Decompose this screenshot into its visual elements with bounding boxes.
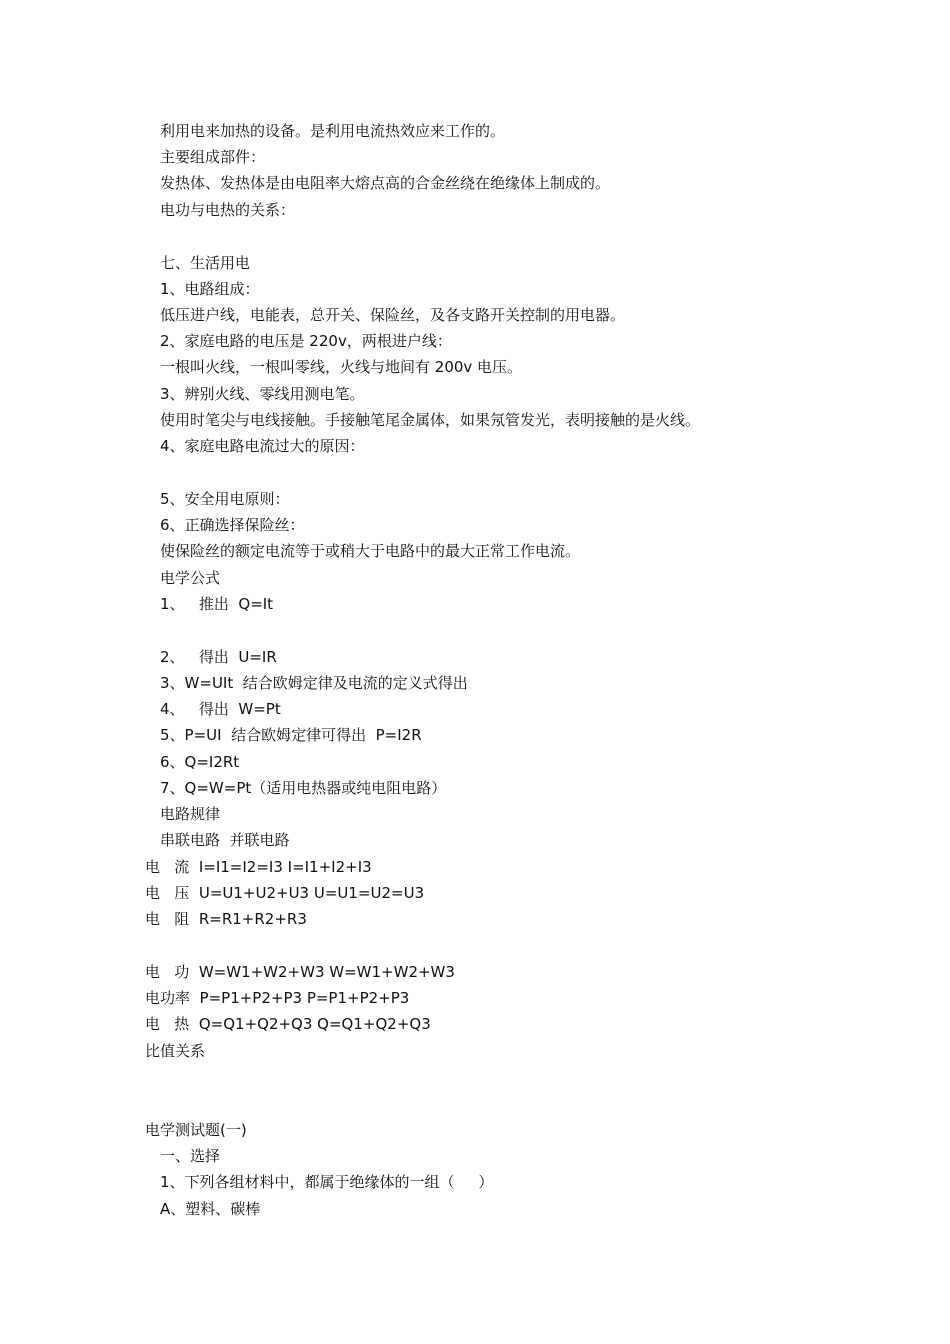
- text-line: 主要组成部件：: [160, 148, 266, 166]
- section-heading: 电学测试题(一): [145, 1121, 247, 1139]
- formula-line: 4、 得出 W=Pt: [160, 700, 281, 718]
- section-heading: 电路规律: [160, 805, 221, 823]
- rule-row: 电 流 I=I1=I2=I3 I=I1+I2+I3: [145, 858, 372, 876]
- text-line: 2、家庭电路的电压是 220v，两根进户线：: [160, 332, 452, 350]
- formula-line: 7、Q=W=Pt（适用电热器或纯电阻电路）: [160, 779, 447, 797]
- text-line: 5、安全用电原则：: [160, 490, 290, 508]
- rule-row: 电 压 U=U1+U2+U3 U=U1=U2=U3: [145, 884, 425, 902]
- rule-row: 电功率 P=P1+P2+P3 P=P1+P2+P3: [145, 989, 410, 1007]
- text-line: 1、电路组成：: [160, 280, 260, 298]
- text-line: 使用时笔尖与电线接触。手接触笔尾金属体，如果氖管发光，表明接触的是火线。: [160, 411, 701, 429]
- rule-row: 电 阻 R=R1+R2+R3: [145, 910, 307, 928]
- text-line: 3、辨别火线、零线用测电笔。: [160, 385, 365, 403]
- rule-row: 电 功 W=W1+W2+W3 W=W1+W2+W3: [145, 963, 455, 981]
- table-header: 串联电路 并联电路: [160, 831, 290, 849]
- formula-line: 1、 推出 Q=It: [160, 595, 274, 613]
- text-line: 一根叫火线，一根叫零线，火线与地间有 200v 电压。: [160, 358, 523, 376]
- text-line: 低压进户线，电能表，总开关、保险丝，及各支路开关控制的用电器。: [160, 306, 626, 324]
- question-line: 1、下列各组材料中，都属于绝缘体的一组（ ）: [160, 1173, 494, 1191]
- rule-row: 电 热 Q=Q1+Q2+Q3 Q=Q1+Q2+Q3: [145, 1015, 431, 1033]
- section-heading: 一、选择: [160, 1147, 221, 1165]
- section-heading: 电学公式: [160, 569, 221, 587]
- text-line: 6、正确选择保险丝：: [160, 516, 305, 534]
- formula-line: 5、P=UI 结合欧姆定律可得出 P=I2R: [160, 726, 422, 744]
- formula-line: 3、W=UIt 结合欧姆定律及电流的定义式得出: [160, 674, 468, 692]
- formula-line: 6、Q=I2Rt: [160, 753, 240, 771]
- section-heading: 七、生活用电: [160, 254, 251, 272]
- text-line: 电功与电热的关系：: [160, 201, 296, 219]
- formula-line: 2、 得出 U=IR: [160, 648, 277, 666]
- answer-option: A、塑料、碳棒: [160, 1200, 261, 1218]
- text-line: 发热体、发热体是由电阻率大熔点高的合金丝绕在绝缘体上制成的。: [160, 174, 611, 192]
- text-line: 比值关系: [145, 1042, 206, 1060]
- text-line: 使保险丝的额定电流等于或稍大于电路中的最大正常工作电流。: [160, 542, 581, 560]
- text-line: 利用电来加热的设备。是利用电流热效应来工作的。: [160, 122, 506, 140]
- text-line: 4、家庭电路电流过大的原因：: [160, 437, 365, 455]
